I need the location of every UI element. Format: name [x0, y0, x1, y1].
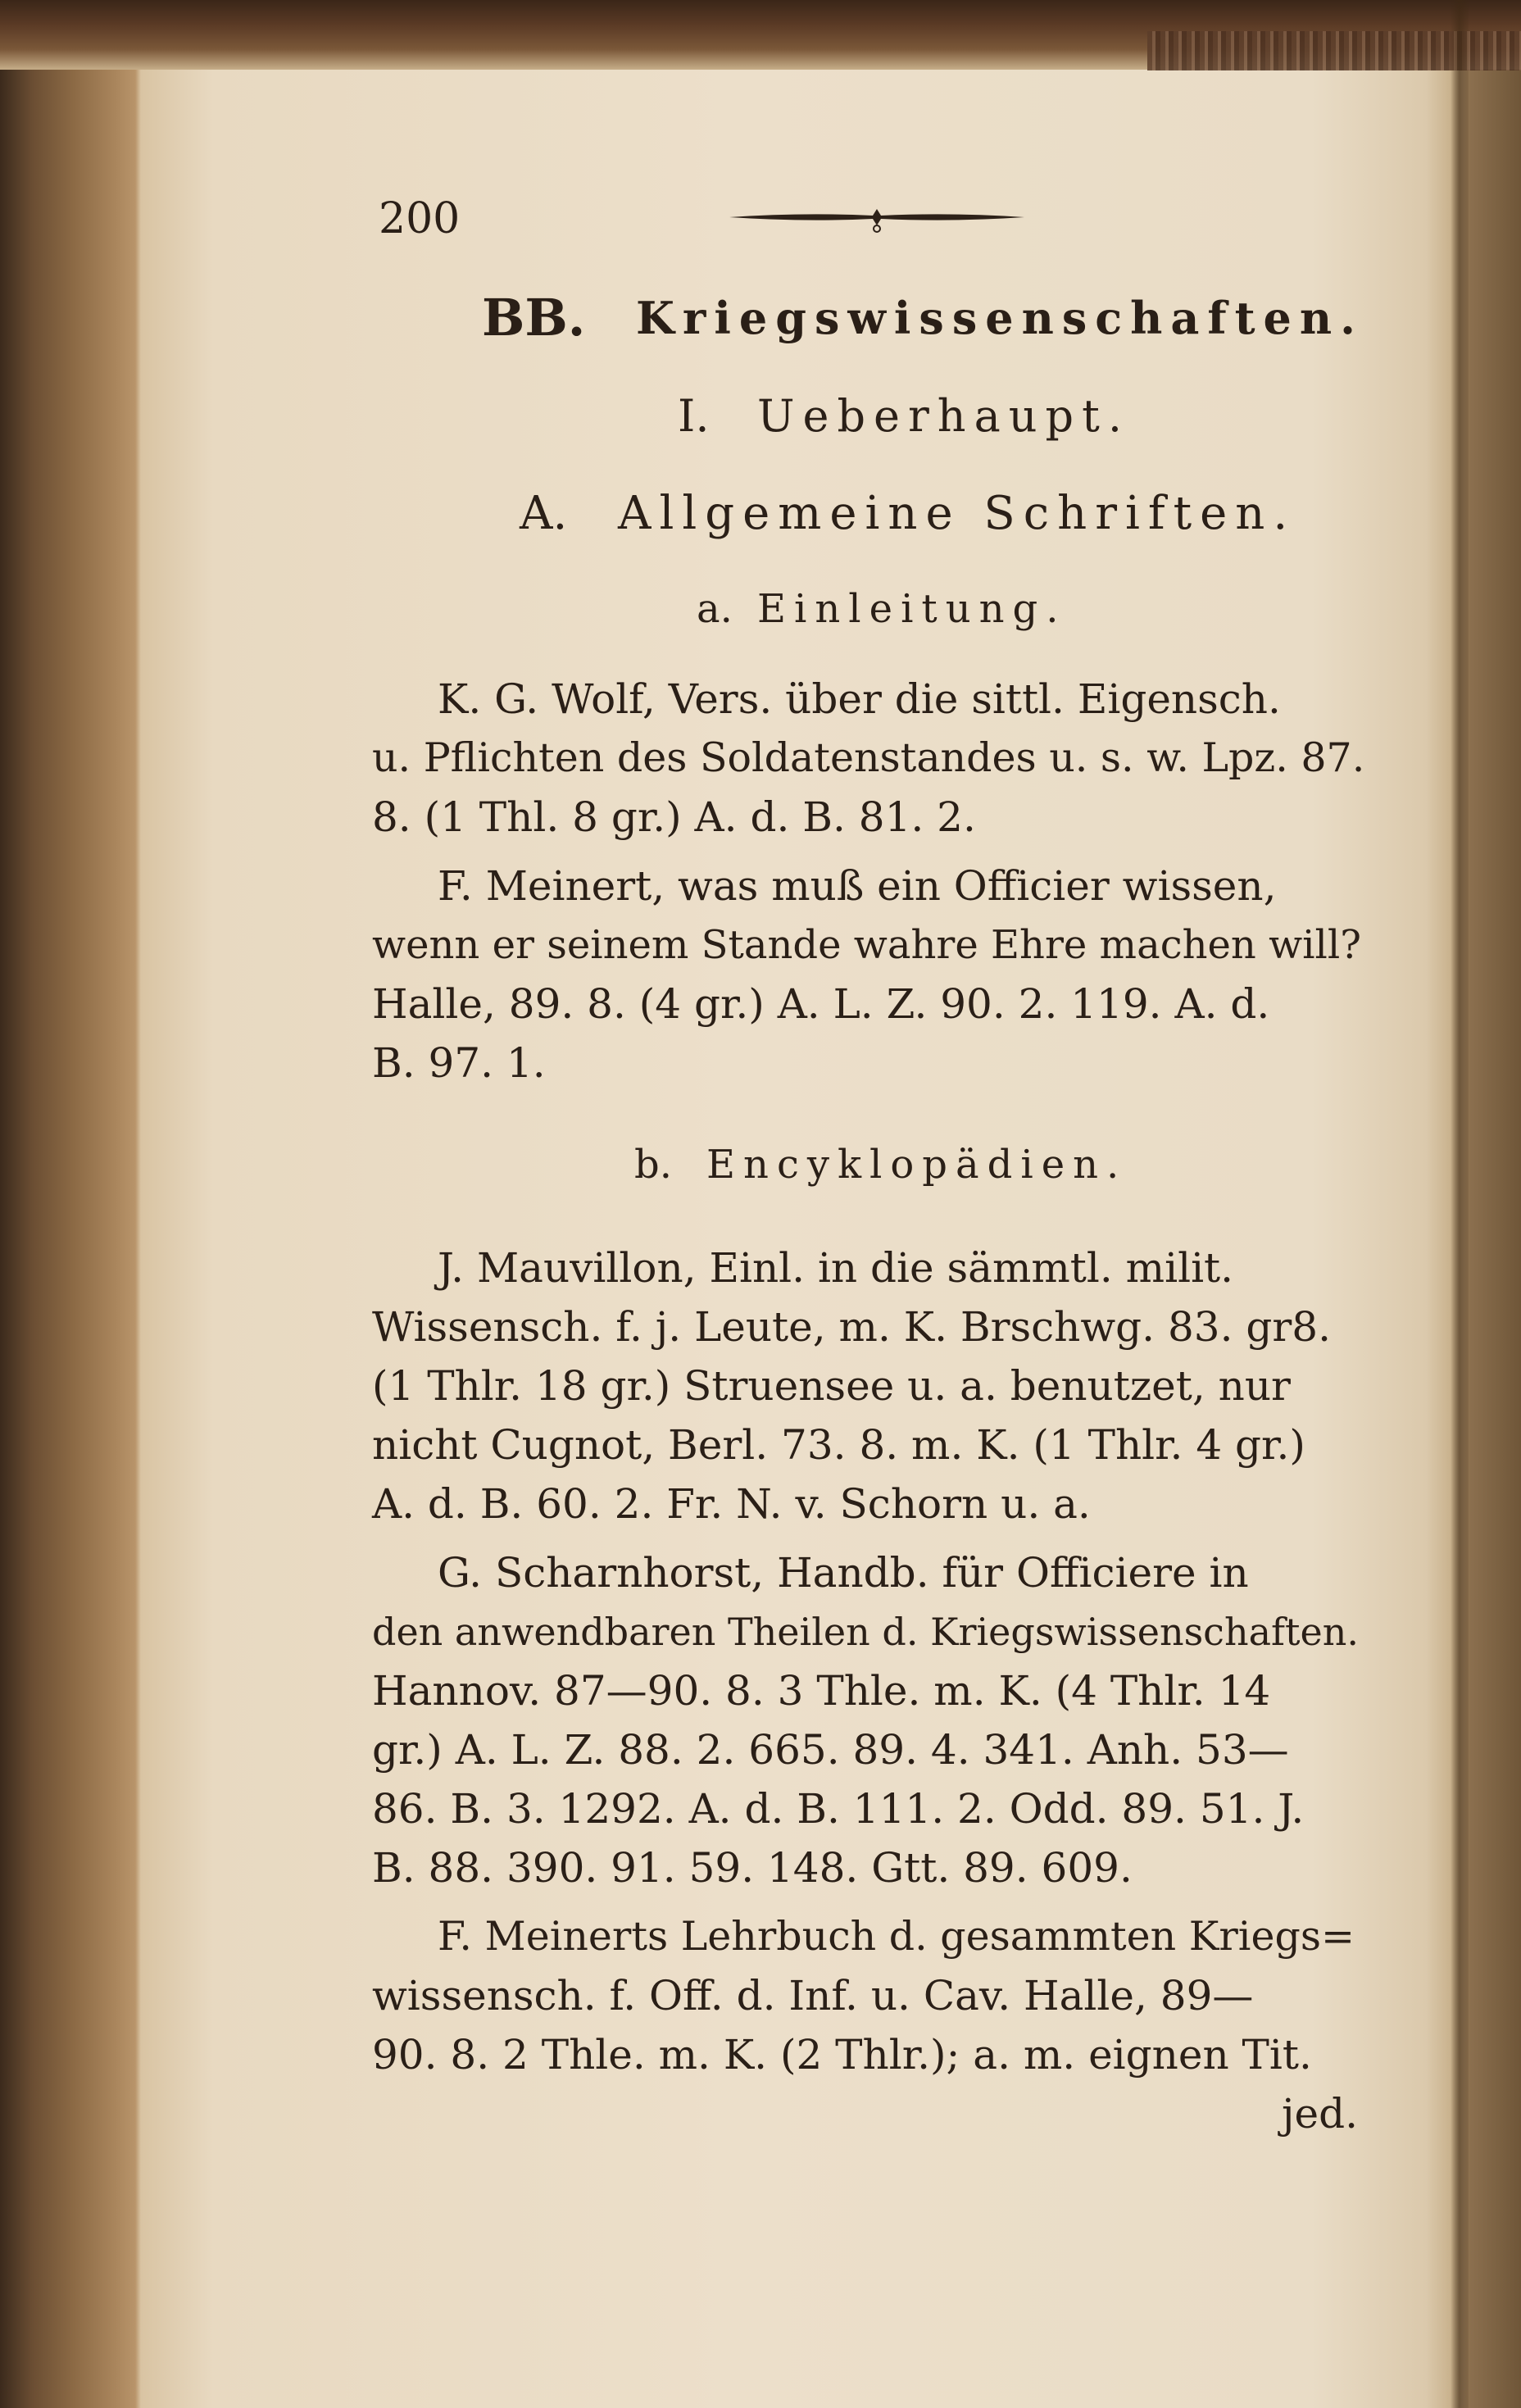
- subsection-b-title: Encyklopädien.: [706, 1142, 1128, 1188]
- entry-line: gr.) A. L. Z. 88. 2. 665. 89. 4. 341. Anh. 53—: [372, 1726, 1289, 1774]
- subsection-a-title: Einleitung.: [757, 586, 1067, 632]
- group-label: A.: [520, 487, 568, 540]
- entry-line: G. Scharnhorst, Handb. für Officiere in: [438, 1549, 1249, 1597]
- section-label: BB.: [482, 288, 586, 348]
- subsection-number: I.: [678, 390, 710, 442]
- entry-line: J. Mauvillon, Einl. in die sämmtl. milit.: [438, 1244, 1234, 1292]
- entry-line: F. Meinerts Lehrbuch d. gesammten Kriegs=: [438, 1913, 1355, 1960]
- entry-line: 8. (1 Thl. 8 gr.) A. d. B. 81. 2.: [372, 793, 976, 841]
- gutter-shadow: [1451, 0, 1469, 2408]
- section-title: Kriegswissenschaften.: [636, 292, 1364, 344]
- subsection-a-label: a.: [697, 586, 733, 632]
- entry-line: wissensch. f. Off. d. Inf. u. Cav. Halle, 89—: [372, 1972, 1254, 2020]
- catchword: jed.: [1282, 2090, 1358, 2138]
- subsection-b-label: b.: [634, 1142, 672, 1188]
- entry-line: Halle, 89. 8. (4 gr.) A. L. Z. 90. 2. 119. A. d.: [372, 980, 1270, 1028]
- book-page: [141, 70, 1451, 2408]
- entry-line: F. Meinert, was muß ein Officier wissen,: [438, 862, 1277, 910]
- entry-line: Hannov. 87—90. 8. 3 Thle. m. K. (4 Thlr. 14: [372, 1667, 1271, 1715]
- entry-line: 90. 8. 2 Thle. m. K. (2 Thlr.); a. m. eignen Tit.: [372, 2031, 1312, 2079]
- page-number: 200: [379, 194, 461, 243]
- entry-line: den anwendbaren Theilen d. Kriegswissenschaften.: [372, 1610, 1359, 1654]
- entry-line: wenn er seinem Stande wahre Ehre machen will?: [372, 922, 1361, 968]
- ornament-rule-icon: [729, 201, 1024, 234]
- subsection-title: Ueberhaupt.: [757, 390, 1130, 442]
- entry-line: B. 97. 1.: [372, 1039, 546, 1087]
- entry-line: B. 88. 390. 91. 59. 148. Gtt. 89. 609.: [372, 1844, 1133, 1892]
- entry-line: 86. B. 3. 1292. A. d. B. 111. 2. Odd. 89. 51. J.: [372, 1785, 1305, 1833]
- entry-line: u. Pflichten des Soldatenstandes u. s. w. Lpz. 87.: [372, 734, 1365, 781]
- entry-line: A. d. B. 60. 2. Fr. N. v. Schorn u. a.: [372, 1480, 1091, 1528]
- group-title: Allgemeine Schriften.: [618, 487, 1296, 540]
- entry-line: K. G. Wolf, Vers. über die sittl. Eigensch.: [438, 675, 1281, 723]
- entry-line: (1 Thlr. 18 gr.) Struensee u. a. benutzet, nur: [372, 1362, 1291, 1410]
- entry-line: nicht Cugnot, Berl. 73. 8. m. K. (1 Thlr. 4 gr.): [372, 1421, 1305, 1469]
- entry-line: Wissensch. f. j. Leute, m. K. Brschwg. 83. gr8.: [372, 1303, 1331, 1351]
